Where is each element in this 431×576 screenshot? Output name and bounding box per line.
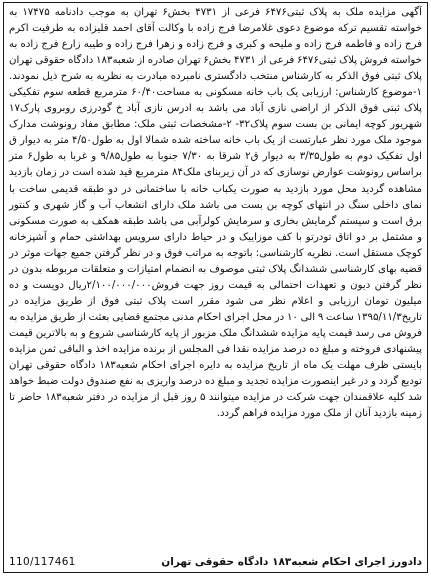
notice-body-text: آگهی مزایده ملک به پلاک ثبتی۶۴۷۶ فرعی از ۴۷۳۱ بخش۶ تهران به موجب دادنامه ۱۷۴۷۵ به خواسته تقسیم ترکه موضوع دعوی غلامرضا فرج زاده با وکالت آقای احمد قلیزاده به طرفیت اکرم فرج زاده و فاطمه فرج زاده و ملیحه و کبری و فرج زاده و زهرا فرج زاده و طیبه زارع فرج زاده به خواسته فروش پلاک ثبتی۶۴۷۶ فرعی از ۴۷۳۱ بخش۶ تهران صادره از شعبه۱۸۳ دادگاه حقوقی تهران پلاک ثبتی فوق الذکر به کارشناس منتخب دادگستری نامبرده مبادرت به نظریه به شرح ذیل نمودند. ۱-موضوع کارشناس: ارزیابی یک باب خانه مسکونی به مساحت۶۰/۴۰ مترمربع قطعه سوم تفکیکی پلاک ثبتی فوق الذکر از اراضی نازی آباد می باشد به ادرس نازی آباد خ گودرزی روبروی پارک۱۷ شهریور کوچه ایمانی بن بست سوم پلاک۳۲- ۲-مشخصات ثبتی ملک: مطابق مفاد رونوشت مدارک موجود ملک مورد نظر عبارتست از یک باب خانه ساخته شده شمالا اول به طول۴/۵۰ متر به دیوار ق اول تفکیک دوم به طول۳/۳۵ به دیوار ق۲ شرقا به ۷/۳۰ جنوبا به طول۹/۸۵ و غربا به طول۶ متر براساس رونوشت عوارض نوسازی که در آن زیربنای ملک۸۴ مترمربع قید شده است در زمان بازدید مشاهده گردید محل مورد بازدید به صورت یکباب خانه با ساختمانی در دو طبقه قدیمی ساخت با نمای داخلی سنگ در انتهای کوچه بن بست می باشد ملک دارای انشعاب آب و گاز شهری و کنتور برق است و سیستم گرمایش بخاری و سرمایش کولرآبی می باشد طبقه همکف به صورت مسکونی و مشتمل بر دو اتاق تودرتو با کف موزاییک و در حیاط دارای سرویس بهداشتی حمام و آشپزخانه کوچک مستقل است. نظریه کارشناسی: باتوجه به مراتب فوق و در نظر گرفتن جمیع جهات موثر در قضیه بهای کارشناسی ششدانگ پلاک ثبتی موصوف به انضمام امتیازات و متعلقات مربوطه بدون در نظر گرفتن دیون و تعهدات احتمالی به قیمت روز جهت فروش۲/۱۰۰/۰۰۰/۰۰۰ریال دویست و ده میلیون تومان ارزیابی و اعلام نظر می شود مقرر است پلاک ثبتی فوق از طریق مزایده در تاریخ۱۳۹۵/۱۱/۳ ساعت ۹ الی ۱۰ در محل اجرای احکام مدنی مجتمع قضایی بعثت از طریق مزایده به فروش می رسد قیمت پایه مزایده ششدانگ ملک مزبور از پایه کارشناسی شروع و به بالاترین قیمت پیشنهادی فروخته و مبلغ ده درصد مزایده نقدا فی المجلس از برنده مزایده اخذ و الباقی ثمن مزایده بایستی ظرف مهلت یک ماه از تاریخ مزایده به دایره اجرای احکام شعبه۱۸۳ دادگاه حقوقی تهران تودیع گردد و در غیر اینصورت مزایده تجدید و مبلغ ده درصد واریزی به نفع صندوق دولت ضبط خواهد شد کلیه علاقمندان جهت شرکت در مزایده میتوانند ۵ روز قبل از مزایده در دفتر شعبه۱۸۳ حاضر تا زمینه بازدید آنان از ملک مورد مزایده فراهم گردد. xyxy=(9,7,423,420)
court-officer-signature: دادورز اجرای احکام شعبه۱۸۳ دادگاه حقوقی تهران xyxy=(161,556,422,568)
notice-footer xyxy=(9,553,422,571)
auction-notice xyxy=(3,2,428,573)
notice-code: 110/117461 xyxy=(9,556,76,568)
